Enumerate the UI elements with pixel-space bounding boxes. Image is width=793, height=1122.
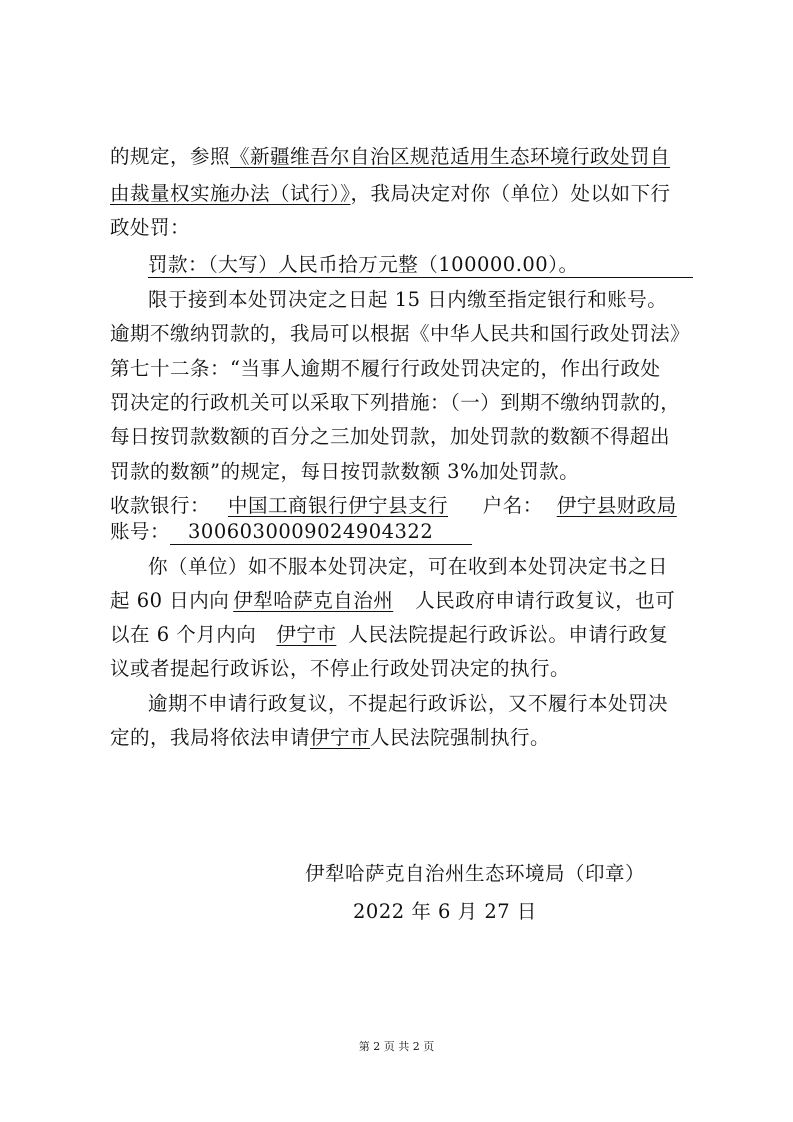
text-line — [110, 180, 671, 208]
court-name: 伊宁市 — [276, 623, 337, 646]
review-authority: 伊犁哈萨克自治州 — [233, 589, 394, 612]
paragraph-text: 限于接到本处罚决定之日起 15 日内缴至指定银行和账号。 — [148, 288, 668, 311]
text-line — [148, 690, 668, 718]
payee-name: 伊宁县财政局 — [556, 494, 677, 517]
paragraph-text: 人民法院提起行政诉讼。申请行政复 — [348, 623, 669, 646]
regulation-reference: 《新疆维吾尔自治区规范适用生态环境行政处罚自 — [230, 145, 671, 168]
paragraph-text: 第七十二条：“当事人逾期不履行行政处罚决定的，作出行政处 — [110, 357, 661, 380]
issuing-authority: 伊犁哈萨克自治州生态环境局（印章） — [305, 862, 646, 885]
paragraph-text: 罚款的数额”的规定，每日按罚款数额 3%加处罚款。 — [110, 460, 580, 483]
bank-label: 收款银行： — [110, 494, 211, 517]
text-line — [110, 458, 579, 486]
paragraph-text: 议或者提起行政诉讼，不停止行政处罚决定的执行。 — [110, 657, 571, 680]
text-line — [110, 423, 670, 451]
paragraph-text: 政处罚： — [110, 216, 191, 239]
paragraph-text: 起 60 日内向 — [110, 589, 230, 612]
text-line — [110, 587, 675, 615]
paragraph-text: 罚决定的行政机关可以采取下列措施：（一）到期不缴纳罚款的， — [110, 391, 681, 414]
paragraph-text: 的规定，参照 — [110, 145, 231, 168]
paragraph-text: 人民政府申请行政复议，也可 — [415, 589, 676, 612]
text-line — [110, 621, 668, 649]
bank-line — [110, 492, 677, 520]
regulation-reference: 由裁量权实施办法（试行）》 — [110, 182, 351, 205]
payee-label: 户名： — [482, 494, 543, 517]
text-line — [110, 320, 690, 348]
bank-name: 中国工商银行伊宁县支行 — [228, 494, 449, 517]
paragraph-text: 定的，我局将依法申请 — [110, 726, 311, 749]
paragraph-text: 人民法院强制执行。 — [370, 726, 551, 749]
court-name: 伊宁市 — [310, 726, 371, 749]
issue-date: 2022 年 6 月 27 日 — [353, 900, 537, 923]
text-line — [110, 214, 190, 242]
paragraph-text: 你（单位）如不服本处罚决定，可在收到本处罚决定书之日 — [148, 555, 669, 578]
paragraph-text: 逾期不缴纳罚款的，我局可以根据《中华人民共和国行政处罚法》 — [110, 322, 691, 345]
text-line — [110, 655, 570, 683]
text-line — [110, 389, 680, 417]
account-line — [110, 518, 472, 546]
account-number: 3006030009024904322 — [170, 518, 472, 545]
text-line — [110, 724, 550, 752]
text-line — [110, 143, 670, 171]
page-number: 第 2 页 共 2 页 — [358, 1040, 435, 1053]
text-line — [110, 355, 660, 383]
penalty-amount: 罚款：（大写）人民币拾万元整（100000.00）。 — [148, 253, 579, 276]
paragraph-text: ，我局决定对你（单位）处以如下行 — [350, 182, 671, 205]
paragraph-text: 每日按罚款数额的百分之三加处罚款，加处罚款的数额不得超出 — [110, 425, 671, 448]
penalty-line — [148, 251, 693, 278]
text-line — [148, 553, 668, 581]
text-line — [148, 286, 667, 314]
account-label: 账号： — [110, 520, 171, 543]
paragraph-text: 逾期不申请行政复议，不提起行政诉讼，又不履行本处罚决 — [148, 692, 669, 715]
paragraph-text: 以在 6 个月内向 — [110, 623, 257, 646]
